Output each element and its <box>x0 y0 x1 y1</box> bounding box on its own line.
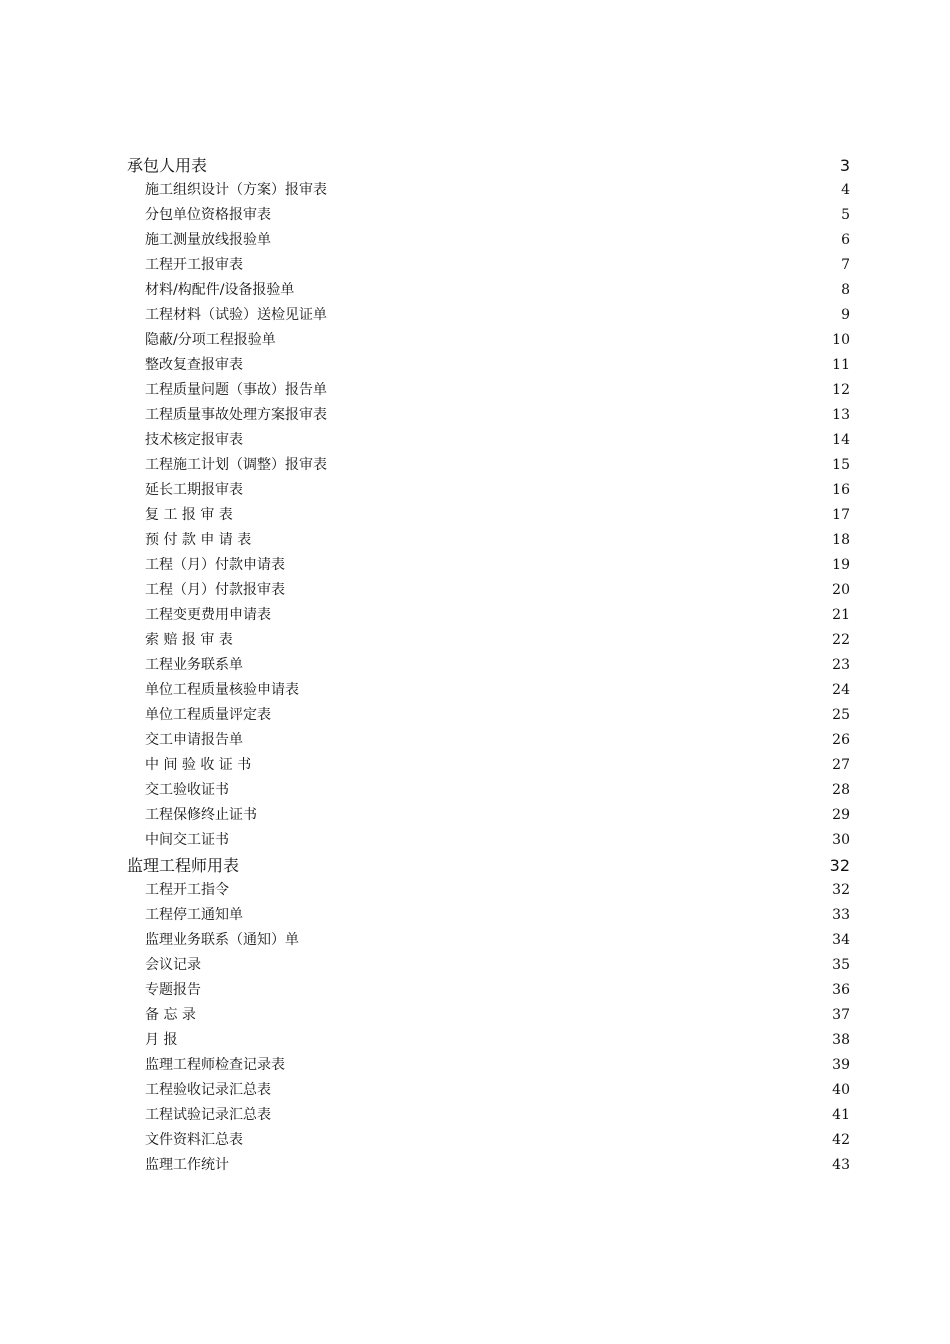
toc-entry[interactable] <box>127 1103 850 1128</box>
toc-entry-title: 中间交工证书 <box>145 832 229 848</box>
toc-entry-title: 工程变更费用申请表 <box>145 607 271 623</box>
toc-entry[interactable] <box>127 578 850 603</box>
toc-entry[interactable] <box>127 328 850 353</box>
dot-leader <box>328 406 831 420</box>
toc-entry-title: 索 赔 报 审 表 <box>145 632 233 648</box>
toc-entry[interactable] <box>127 603 850 628</box>
toc-entry[interactable] <box>127 978 850 1003</box>
dot-leader <box>208 156 839 172</box>
toc-entry-title: 监理工作统计 <box>145 1157 229 1173</box>
toc-entry[interactable] <box>127 928 850 953</box>
toc-page-number: 24 <box>832 682 850 698</box>
toc-entry-title: 会议记录 <box>145 957 201 973</box>
toc-page-number: 8 <box>841 282 850 298</box>
toc-entry[interactable] <box>127 1153 850 1178</box>
toc-entry[interactable] <box>127 1078 850 1103</box>
toc-entry[interactable] <box>127 1128 850 1153</box>
toc-entry[interactable] <box>127 203 850 228</box>
dot-leader <box>244 356 831 370</box>
toc-entry[interactable] <box>127 278 850 303</box>
toc-entry[interactable] <box>127 753 850 778</box>
toc-entry-title: 施工组织设计（方案）报审表 <box>145 182 327 198</box>
dot-leader <box>244 731 831 745</box>
toc-entry-title: 预 付 款 申 请 表 <box>145 532 252 548</box>
toc-entry[interactable] <box>127 178 850 203</box>
toc-page-number: 25 <box>832 707 850 723</box>
toc-entry[interactable] <box>127 803 850 828</box>
toc-page-number: 16 <box>832 482 850 498</box>
toc-entry-title: 交工申请报告单 <box>145 732 243 748</box>
toc-entry-title: 工程质量问题（事故）报告单 <box>145 382 327 398</box>
toc-page-number: 38 <box>832 1032 850 1048</box>
toc-entry[interactable] <box>127 828 850 853</box>
toc-entry-title: 工程质量事故处理方案报审表 <box>145 407 327 423</box>
toc-entry[interactable] <box>127 503 850 528</box>
toc-page-number: 36 <box>832 982 850 998</box>
toc-entry[interactable] <box>127 953 850 978</box>
toc-entry[interactable] <box>127 1028 850 1053</box>
toc-page-number: 41 <box>832 1107 850 1123</box>
dot-leader <box>295 281 840 295</box>
toc-entry[interactable] <box>127 878 850 903</box>
toc-entry-title: 交工验收证书 <box>145 782 229 798</box>
dot-leader <box>230 881 831 895</box>
toc-entry-title: 工程施工计划（调整）报审表 <box>145 457 327 473</box>
toc-entry-title: 专题报告 <box>145 982 201 998</box>
toc-page-number: 29 <box>832 807 850 823</box>
dot-leader <box>202 956 831 970</box>
toc-entry[interactable] <box>127 703 850 728</box>
toc-entry-title: 技术核定报审表 <box>145 432 243 448</box>
toc-entry-title: 整改复查报审表 <box>145 357 243 373</box>
dot-leader <box>328 181 840 195</box>
dot-leader <box>286 581 831 595</box>
toc-page-number: 3 <box>839 156 850 175</box>
toc-entry-title: 材料/构配件/设备报验单 <box>145 282 295 298</box>
toc-page-number: 19 <box>832 557 850 573</box>
toc-page-number: 18 <box>832 532 850 548</box>
toc-page-number: 13 <box>832 407 850 423</box>
toc-page-number: 20 <box>832 582 850 598</box>
toc-entry-title: 监理工程师用表 <box>127 856 240 875</box>
toc-entry-title: 工程试验记录汇总表 <box>145 1107 271 1123</box>
toc-page-number: 7 <box>841 257 850 273</box>
dot-leader <box>202 981 831 995</box>
toc-entry[interactable] <box>127 228 850 253</box>
toc-entry[interactable] <box>127 778 850 803</box>
dot-leader <box>272 1106 831 1120</box>
dot-leader <box>234 506 831 520</box>
toc-entry-title: 工程（月）付款申请表 <box>145 557 285 573</box>
toc-entry[interactable] <box>127 403 850 428</box>
toc-page-number: 37 <box>832 1007 850 1023</box>
toc-page-number: 30 <box>832 832 850 848</box>
dot-leader <box>230 1156 831 1170</box>
toc-entry[interactable] <box>127 553 850 578</box>
toc-entry[interactable] <box>127 453 850 478</box>
dot-leader <box>230 781 831 795</box>
dot-leader <box>258 806 831 820</box>
dot-leader <box>286 556 831 570</box>
toc-entry[interactable] <box>127 528 850 553</box>
dot-leader <box>244 1131 831 1145</box>
dot-leader <box>328 456 831 470</box>
toc-page-number: 9 <box>841 307 850 323</box>
toc-page-number: 23 <box>832 657 850 673</box>
dot-leader <box>244 481 831 495</box>
toc-page-number: 14 <box>832 432 850 448</box>
toc-entry-title: 中 间 验 收 证 书 <box>145 757 252 773</box>
toc-entry-title: 工程开工指令 <box>145 882 229 898</box>
toc-entry-title: 监理工程师检查记录表 <box>145 1057 285 1073</box>
toc-entry[interactable] <box>127 428 850 453</box>
toc-entry-title: 工程业务联系单 <box>145 657 243 673</box>
dot-leader <box>244 431 831 445</box>
toc-page-number: 6 <box>841 232 850 248</box>
toc-section-heading[interactable] <box>127 153 850 178</box>
dot-leader <box>244 256 840 270</box>
toc-page-number: 12 <box>832 382 850 398</box>
toc-entry[interactable] <box>127 678 850 703</box>
dot-leader <box>272 206 840 220</box>
toc-entry[interactable] <box>127 1003 850 1028</box>
toc-page-number: 43 <box>832 1157 850 1173</box>
toc-entry[interactable] <box>127 653 850 678</box>
toc-page-number: 32 <box>829 856 850 875</box>
dot-leader <box>286 1056 831 1070</box>
toc-page-number: 32 <box>832 882 850 898</box>
toc-entry-title: 延长工期报审表 <box>145 482 243 498</box>
dot-leader <box>272 1081 831 1095</box>
dot-leader <box>178 1031 831 1045</box>
toc-entry-title: 承包人用表 <box>127 156 208 175</box>
toc-page-number: 39 <box>832 1057 850 1073</box>
table-of-contents <box>127 153 850 1178</box>
dot-leader <box>300 931 831 945</box>
dot-leader <box>252 756 831 770</box>
toc-entry-title: 工程验收记录汇总表 <box>145 1082 271 1098</box>
toc-page-number: 26 <box>832 732 850 748</box>
toc-entry[interactable] <box>127 478 850 503</box>
toc-page-number: 15 <box>832 457 850 473</box>
toc-page-number: 10 <box>832 332 850 348</box>
toc-entry-title: 工程（月）付款报审表 <box>145 582 285 598</box>
toc-page-number: 28 <box>832 782 850 798</box>
toc-page-number: 17 <box>832 507 850 523</box>
toc-entry[interactable] <box>127 303 850 328</box>
toc-entry-title: 复 工 报 审 表 <box>145 507 233 523</box>
dot-leader <box>300 681 831 695</box>
toc-entry[interactable] <box>127 628 850 653</box>
dot-leader <box>244 656 831 670</box>
dot-leader <box>197 1006 831 1020</box>
dot-leader <box>272 231 840 245</box>
toc-section-heading[interactable] <box>127 853 850 878</box>
toc-entry-title: 监理业务联系（通知）单 <box>145 932 299 948</box>
toc-entry[interactable] <box>127 378 850 403</box>
toc-page-number: 27 <box>832 757 850 773</box>
toc-entry-title: 隐蔽/分项工程报验单 <box>145 332 276 348</box>
toc-entry-title: 工程停工通知单 <box>145 907 243 923</box>
toc-entry-title: 备 忘 录 <box>145 1007 196 1023</box>
toc-entry-title: 文件资料汇总表 <box>145 1132 243 1148</box>
toc-entry-title: 工程开工报审表 <box>145 257 243 273</box>
dot-leader <box>328 306 840 320</box>
toc-entry-title: 单位工程质量核验申请表 <box>145 682 299 698</box>
toc-entry[interactable] <box>127 728 850 753</box>
toc-entry-title: 工程材料（试验）送检见证单 <box>145 307 327 323</box>
toc-entry-title: 单位工程质量评定表 <box>145 707 271 723</box>
toc-page-number: 34 <box>832 932 850 948</box>
toc-page-number: 40 <box>832 1082 850 1098</box>
toc-page-number: 22 <box>832 632 850 648</box>
toc-page-number: 42 <box>832 1132 850 1148</box>
toc-entry-title: 分包单位资格报审表 <box>145 207 271 223</box>
dot-leader <box>234 631 831 645</box>
toc-entry-title: 月 报 <box>145 1032 178 1048</box>
toc-page-number: 21 <box>832 607 850 623</box>
dot-leader <box>252 531 831 545</box>
toc-page-number: 35 <box>832 957 850 973</box>
toc-page-number: 11 <box>832 357 850 373</box>
toc-entry[interactable] <box>127 353 850 378</box>
dot-leader <box>277 331 831 345</box>
toc-entry[interactable] <box>127 1053 850 1078</box>
dot-leader <box>272 606 831 620</box>
toc-page-number: 4 <box>841 182 850 198</box>
dot-leader <box>328 381 831 395</box>
dot-leader <box>240 856 829 872</box>
toc-page-number: 33 <box>832 907 850 923</box>
toc-page-number: 5 <box>841 207 850 223</box>
dot-leader <box>244 906 831 920</box>
toc-entry[interactable] <box>127 253 850 278</box>
toc-entry-title: 工程保修终止证书 <box>145 807 257 823</box>
toc-entry-title: 施工测量放线报验单 <box>145 232 271 248</box>
toc-entry[interactable] <box>127 903 850 928</box>
dot-leader <box>272 706 831 720</box>
dot-leader <box>230 831 831 845</box>
